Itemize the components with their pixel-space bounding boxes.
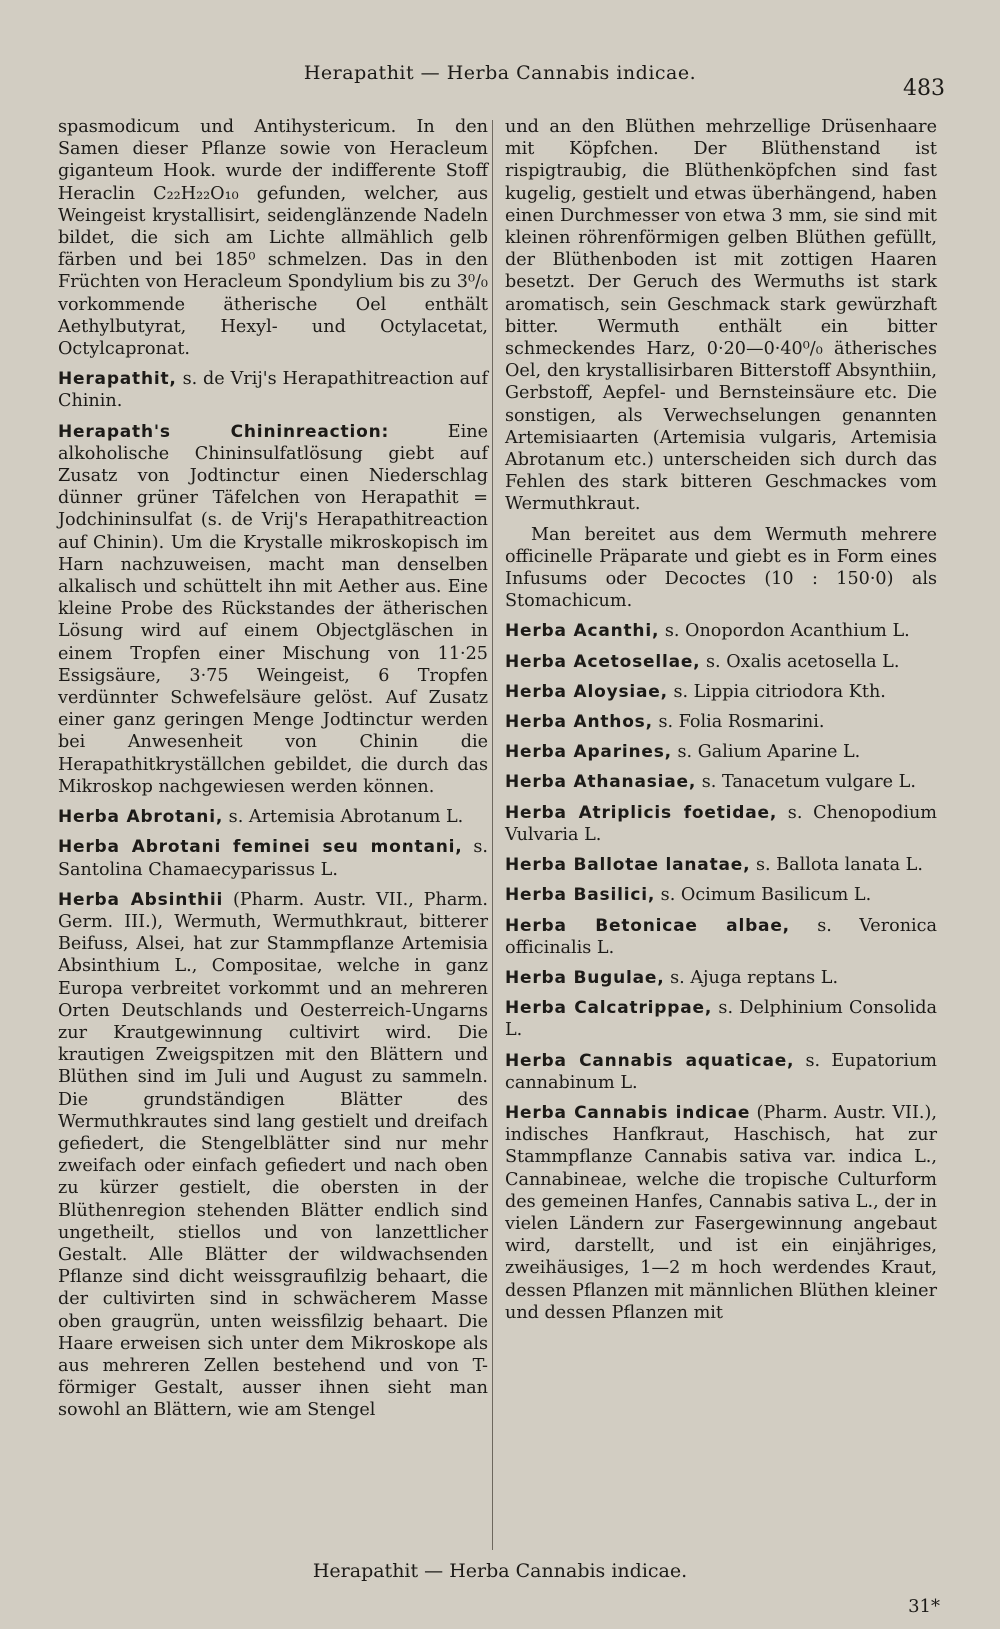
entry bbox=[505, 741, 937, 763]
entry-text: s. Veronica officinalis L. bbox=[505, 915, 937, 958]
entry-text: s. Ballota lanata L. bbox=[750, 855, 923, 876]
entry bbox=[505, 711, 937, 733]
paragraph: Man bereitet aus dem Wermuth mehrere officinelle Präparate und giebt es in Form eines Infusums oder Decoctes (10 : 150·0) als Stomachicum. bbox=[505, 524, 937, 612]
entry-text: s. Ajuga reptans L. bbox=[664, 967, 839, 988]
entry-text: (Pharm. Austr. VII., Pharm. Germ. III.), Wermuth, Wermuthkraut, bitterer Beifuss, Alsei, hat zur Stammpflanze Artemisia Absinthium L., Compositae, welche in ganz Europa verbreitet vorkommt und an mehreren Orten Deutschlands und Oesterreich-Ungarns zur Krautgewinnung cultivirt wird. Die krautigen Zweigspitzen mit den Blättern und Blüthen sind im Juli und August zu sammeln. Die grundständigen Blätter des Wermuthkrautes sind lang gestielt und dreifach gefiedert, die Stengelblätter sind nur mehr zweifach oder einfach gefiedert und nach oben zu kürzer gestielt, die obersten in der Blüthenregion stehenden Blätter endlich sind ungetheilt, stiellos und von lanzettlicher Gestalt. Alle Blätter der wildwachsenden Pflanze sind dicht weissgraufilzig behaart, die der cultivirten sind in schwächerem Masse oben graugrün, unten weissfilzig behaart. Die Haare erweisen sich unter dem Mikroskope als aus mehreren Zellen bestehend und von T-förmiger Gestalt, ausser ihnen sieht man sowohl an Blättern, wie am Stengel bbox=[58, 889, 488, 1421]
entry-headword: Herba Abrotani, bbox=[58, 807, 224, 828]
entry-text: s. Eupatorium cannabinum L. bbox=[505, 1050, 937, 1093]
entry-text: s. Artemisia Abrotanum L. bbox=[223, 807, 464, 828]
entry-headword: Herba Acetosellae, bbox=[505, 651, 701, 672]
entry-headword: Herapath's Chininreaction: bbox=[58, 421, 390, 442]
paragraph: spasmodicum und Antihystericum. In den Samen dieser Pflanze sowie von Heracleum giganteum Hook. wurde der indifferente Stoff Heraclin C₂₂H₂₂O₁₀ gefunden, welcher, aus Weingeist krystallisirt, seidenglänzende Nadeln bildet, die sich am Lichte allmählich gelb färben und bei 185⁰ schmelzen. Das in den Früchten von Heracleum Spondylium bis zu 3⁰/₀ vorkommende ätherische Oel enthält Aethylbutyrat, Hexyl- und Octylacetat, Octylcapronat. bbox=[58, 117, 488, 360]
entry-headword: Herba Anthos, bbox=[505, 712, 653, 733]
footer-title: Herapathit — Herba Cannabis indicae. bbox=[312, 1560, 688, 1582]
right-column bbox=[505, 116, 937, 1332]
entry-text: s. Santolina Chamaecyparissus L. bbox=[58, 837, 488, 880]
entry-text: s. Galium Aparine L. bbox=[671, 742, 861, 763]
entry-headword: Herba Acanthi, bbox=[505, 621, 660, 642]
entry bbox=[505, 1102, 937, 1324]
entry-headword: Herba Absinthii bbox=[58, 889, 224, 910]
entry bbox=[505, 802, 937, 846]
entry bbox=[505, 681, 937, 703]
entry-herba-absinthii bbox=[58, 889, 488, 1422]
entry-text: s. Delphinium Consolida L. bbox=[505, 998, 938, 1041]
entry-text: s. Lippia citriodora Kth. bbox=[667, 681, 886, 702]
entry-herba-abrotani-feminei bbox=[58, 836, 488, 880]
entry bbox=[505, 967, 937, 989]
entry-text: s. de Vrij's Herapathitreaction auf Chinin. bbox=[58, 369, 488, 412]
entry-herapathit bbox=[58, 368, 488, 412]
entry-text: s. Folia Rosmarini. bbox=[652, 712, 825, 733]
entry-headword: Herba Cannabis aquaticae, bbox=[505, 1050, 795, 1071]
entry-text: Eine alkoholische Chininsulfatlösung giebt auf Zusatz von Jodtinctur einen Niederschlag dünner grüner Täfelchen von Herapathit = Jodchininsulfat (s. de Vrij's Herapathitreaction auf Chinin). Um die Krystalle mikroskopisch im Harn nachzuweisen, macht man denselben alkalisch und schüttelt ihn mit Aether aus. Eine kleine Probe des Rückstandes der ätherischen Lösung wird auf einem Objectgläschen in einem Tropfen einer Mischung von 11·25 Essigsäure, 3·75 Weingeist, 6 Tropfen verdünnter Schwefelsäure gelöst. Auf Zusatz einer ganz geringen Menge Jodtinctur werden bei Anwesenheit von Chinin die Herapathitkryställchen gebildet, die durch das Mikroskop nachgewiesen werden können. bbox=[58, 421, 488, 797]
signature-mark: 31* bbox=[908, 1596, 940, 1617]
column-divider bbox=[492, 120, 493, 1550]
entry-headword: Herba Atriplicis foetidae, bbox=[505, 802, 778, 823]
left-column bbox=[58, 116, 488, 1430]
entry-headword: Herba Abrotani feminei seu montani, bbox=[58, 837, 463, 858]
entry-text: s. Ocimum Basilicum L. bbox=[655, 885, 872, 906]
entry bbox=[505, 915, 937, 959]
entry-text: s. Oxalis acetosella L. bbox=[700, 651, 900, 672]
entry-headword: Herba Basilici, bbox=[505, 885, 656, 906]
entry-headword: Herba Cannabis indicae bbox=[505, 1102, 751, 1123]
entry-herba-abrotani bbox=[58, 806, 488, 828]
entry-headword: Herapathit, bbox=[58, 369, 177, 390]
entry bbox=[505, 771, 937, 793]
entry-headword: Herba Ballotae lanatae, bbox=[505, 855, 751, 876]
entry-text: (Pharm. Austr. VII.), indisches Hanfkraut, Haschisch, hat zur Stammpflanze Cannabis sativa var. indica L., Cannabineae, welche die tropische Culturform des gemeinen Hanfes, Cannabis sativa L., der in vielen Ländern zur Fasergewinnung angebaut wird, darstellt, und ist ein einjähriges, zweihäusiges, 1—2 m hoch werdendes Kraut, dessen Pflanzen mit männlichen Blüthen kleiner und dessen Pflanzen mit bbox=[505, 1102, 937, 1323]
entry-headword: Herba Aloysiae, bbox=[505, 681, 668, 702]
running-head: Herapathit — Herba Cannabis indicae. bbox=[303, 62, 697, 84]
entry-headword: Herba Aparines, bbox=[505, 742, 672, 763]
entry bbox=[505, 620, 937, 642]
entry-text: s. Onopordon Acanthium L. bbox=[659, 621, 910, 642]
entry bbox=[505, 651, 937, 673]
paragraph: und an den Blüthen mehrzellige Drüsenhaare mit Köpfchen. Der Blüthenstand ist rispigtraubig, die Blüthenköpfchen sind fast kugelig, gestielt und etwas überhängend, haben einen Durchmesser von etwa 3 mm, sie sind mit kleinen röhrenförmigen gelben Blüthen gefüllt, der Blüthenboden ist mit zottigen Haaren besetzt. Der Geruch des Wermuths ist stark aromatisch, sein Geschmack stark gewürzhaft bitter. Wermuth enthält ein bitter schmeckendes Harz, 0·20—0·40⁰/₀ ätherisches Oel, den krystallisirbaren Bitterstoff Absynthiin, Gerbstoff, Aepfel- und Bernsteinsäure etc. Die sonstigen, als Verwechselungen genannten Artemisiaarten (Artemisia vulgaris, Artemisia Abrotanum etc.) unterscheiden sich durch das Fehlen des stark bitteren Geschmackes vom Wermuthkraut. bbox=[505, 117, 937, 515]
entry-headword: Herba Betonicae albae, bbox=[505, 915, 790, 936]
entry-headword: Herba Athanasiae, bbox=[505, 772, 697, 793]
page-number: 483 bbox=[903, 76, 945, 101]
entry bbox=[505, 997, 937, 1041]
entry bbox=[505, 854, 937, 876]
entry-text: s. Chenopodium Vulvaria L. bbox=[505, 802, 937, 845]
entry bbox=[505, 1050, 937, 1094]
entry-headword: Herba Bugulae, bbox=[505, 967, 665, 988]
entry-headword: Herba Calcatrippae, bbox=[505, 998, 713, 1019]
entry-text: s. Tanacetum vulgare L. bbox=[696, 772, 916, 793]
entry bbox=[505, 884, 937, 906]
entry-herapath-chininreaction bbox=[58, 421, 488, 798]
